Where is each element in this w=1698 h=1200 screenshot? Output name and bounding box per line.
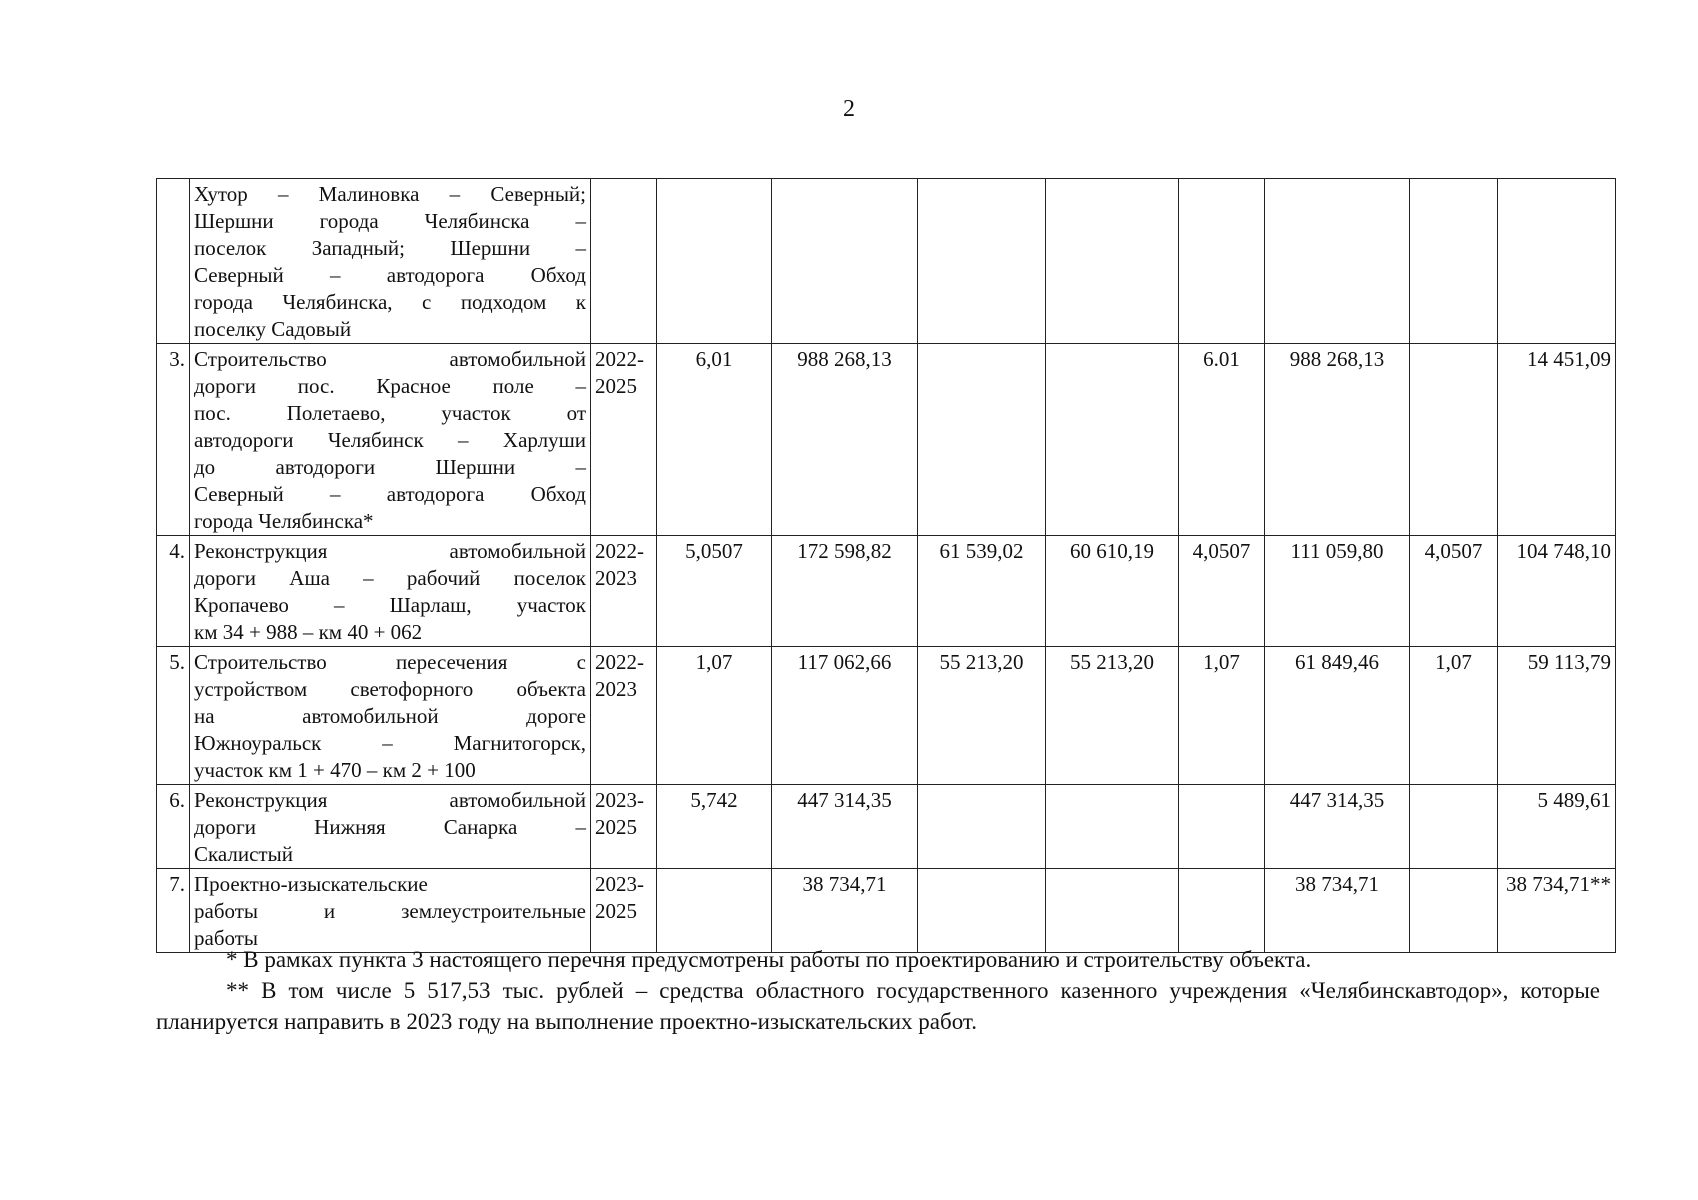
description-line: работы — [194, 926, 259, 950]
value-cell-8: 104 748,10 — [1498, 536, 1616, 647]
value-cell-4: 60 610,19 — [1046, 536, 1179, 647]
value-cell-5 — [1179, 785, 1265, 869]
table-row — [157, 785, 1616, 869]
description-line: на автомобильной дороге — [194, 704, 586, 728]
row-number: 5. — [157, 647, 190, 785]
table-row — [157, 536, 1616, 647]
description-line: города Челябинска, с подходом к — [194, 290, 586, 314]
value-cell-3: 61 539,02 — [918, 536, 1046, 647]
row-number — [157, 179, 190, 344]
value-cell-3 — [918, 344, 1046, 536]
description-line: дороги Аша – рабочий поселок — [194, 566, 586, 590]
value-cell-3 — [918, 869, 1046, 953]
description-line: Строительство пересечения с — [194, 650, 586, 674]
footnote-2: ** В том числе 5 517,53 тыс. рублей – средства областного государственного казенного учреждения «Челябинскавтодор», которые планируется направить в 2023 году на выполнение проектно-изыскательских работ. — [156, 978, 1600, 1034]
value-cell-6: 447 314,35 — [1265, 785, 1410, 869]
value-cell-4 — [1046, 869, 1179, 953]
footnote-1: * В рамках пункта 3 настоящего перечня предусмотрены работы по проектированию и строительству объекта. — [226, 947, 1312, 972]
value-cell-2: 172 598,82 — [772, 536, 918, 647]
description-line: поселок Западный; Шершни – — [194, 236, 586, 260]
description-line: дороги пос. Красное поле – — [194, 374, 586, 398]
period-cell: 2022- 2023 — [591, 536, 657, 647]
row-number: 3. — [157, 344, 190, 536]
object-description — [190, 344, 591, 536]
description-line: пос. Полетаево, участок от — [194, 401, 586, 425]
value-cell-1: 5,742 — [657, 785, 772, 869]
value-cell-6: 38 734,71 — [1265, 869, 1410, 953]
value-cell-5 — [1179, 869, 1265, 953]
description-line: Северный – автодорога Обход — [194, 263, 586, 287]
description-line: Южноуральск – Магнитогорск, — [194, 731, 586, 755]
value-cell-8: 14 451,09 — [1498, 344, 1616, 536]
value-cell-5: 6.01 — [1179, 344, 1265, 536]
period-cell — [591, 179, 657, 344]
value-cell-4 — [1046, 785, 1179, 869]
description-line: Шершни города Челябинска – — [194, 209, 586, 233]
object-description — [190, 647, 591, 785]
value-cell-6 — [1265, 179, 1410, 344]
value-cell-7 — [1410, 785, 1498, 869]
period-cell: 2022- 2025 — [591, 344, 657, 536]
period-cell: 2023- 2025 — [591, 869, 657, 953]
period-cell: 2022- 2023 — [591, 647, 657, 785]
value-cell-1: 5,0507 — [657, 536, 772, 647]
description-line: Кропачево – Шарлаш, участок — [194, 593, 586, 617]
value-cell-4 — [1046, 179, 1179, 344]
period-cell: 2023- 2025 — [591, 785, 657, 869]
value-cell-1: 6,01 — [657, 344, 772, 536]
value-cell-4 — [1046, 344, 1179, 536]
description-line: км 34 + 988 – км 40 + 062 — [194, 620, 423, 644]
description-line: устройством светофорного объекта — [194, 677, 586, 701]
value-cell-8 — [1498, 179, 1616, 344]
description-line: Северный – автодорога Обход — [194, 482, 586, 506]
description-line: Проектно-изыскательские — [194, 872, 428, 896]
value-cell-7 — [1410, 179, 1498, 344]
table-body — [157, 179, 1616, 953]
value-cell-3 — [918, 179, 1046, 344]
object-description — [190, 179, 591, 344]
description-line: работы и землеустроительные — [194, 899, 586, 923]
description-line: Скалистый — [194, 842, 293, 866]
value-cell-4: 55 213,20 — [1046, 647, 1179, 785]
description-line: автодороги Челябинск – Харлуши — [194, 428, 586, 452]
description-line: Строительство автомобильной — [194, 347, 586, 371]
value-cell-2 — [772, 179, 918, 344]
value-cell-8: 38 734,71** — [1498, 869, 1616, 953]
value-cell-5: 4,0507 — [1179, 536, 1265, 647]
value-cell-1: 1,07 — [657, 647, 772, 785]
value-cell-1 — [657, 869, 772, 953]
page-number: 2 — [843, 96, 855, 122]
table-row — [157, 869, 1616, 953]
value-cell-5: 1,07 — [1179, 647, 1265, 785]
value-cell-7: 1,07 — [1410, 647, 1498, 785]
object-description — [190, 869, 591, 953]
value-cell-5 — [1179, 179, 1265, 344]
value-cell-2: 38 734,71 — [772, 869, 918, 953]
object-description — [190, 536, 591, 647]
row-number: 6. — [157, 785, 190, 869]
description-line: Хутор – Малиновка – Северный; — [194, 182, 586, 206]
value-cell-1 — [657, 179, 772, 344]
row-number: 4. — [157, 536, 190, 647]
value-cell-3: 55 213,20 — [918, 647, 1046, 785]
description-line: участок км 1 + 470 – км 2 + 100 — [194, 758, 476, 782]
table-row — [157, 344, 1616, 536]
value-cell-7 — [1410, 344, 1498, 536]
description-line: Реконструкция автомобильной — [194, 788, 586, 812]
value-cell-7: 4,0507 — [1410, 536, 1498, 647]
value-cell-6: 61 849,46 — [1265, 647, 1410, 785]
value-cell-8: 59 113,79 — [1498, 647, 1616, 785]
value-cell-7 — [1410, 869, 1498, 953]
description-line: города Челябинска* — [194, 509, 374, 533]
value-cell-6: 111 059,80 — [1265, 536, 1410, 647]
row-number: 7. — [157, 869, 190, 953]
description-line: дороги Нижняя Санарка – — [194, 815, 586, 839]
footnotes — [156, 944, 1600, 1037]
object-description — [190, 785, 591, 869]
table-row — [157, 179, 1616, 344]
description-line: до автодороги Шершни – — [194, 455, 586, 479]
description-line: поселку Садовый — [194, 317, 352, 341]
value-cell-2: 447 314,35 — [772, 785, 918, 869]
value-cell-6: 988 268,13 — [1265, 344, 1410, 536]
description-line: Реконструкция автомобильной — [194, 539, 586, 563]
projects-table — [156, 178, 1616, 953]
value-cell-3 — [918, 785, 1046, 869]
value-cell-2: 117 062,66 — [772, 647, 918, 785]
value-cell-2: 988 268,13 — [772, 344, 918, 536]
value-cell-8: 5 489,61 — [1498, 785, 1616, 869]
table-row — [157, 647, 1616, 785]
